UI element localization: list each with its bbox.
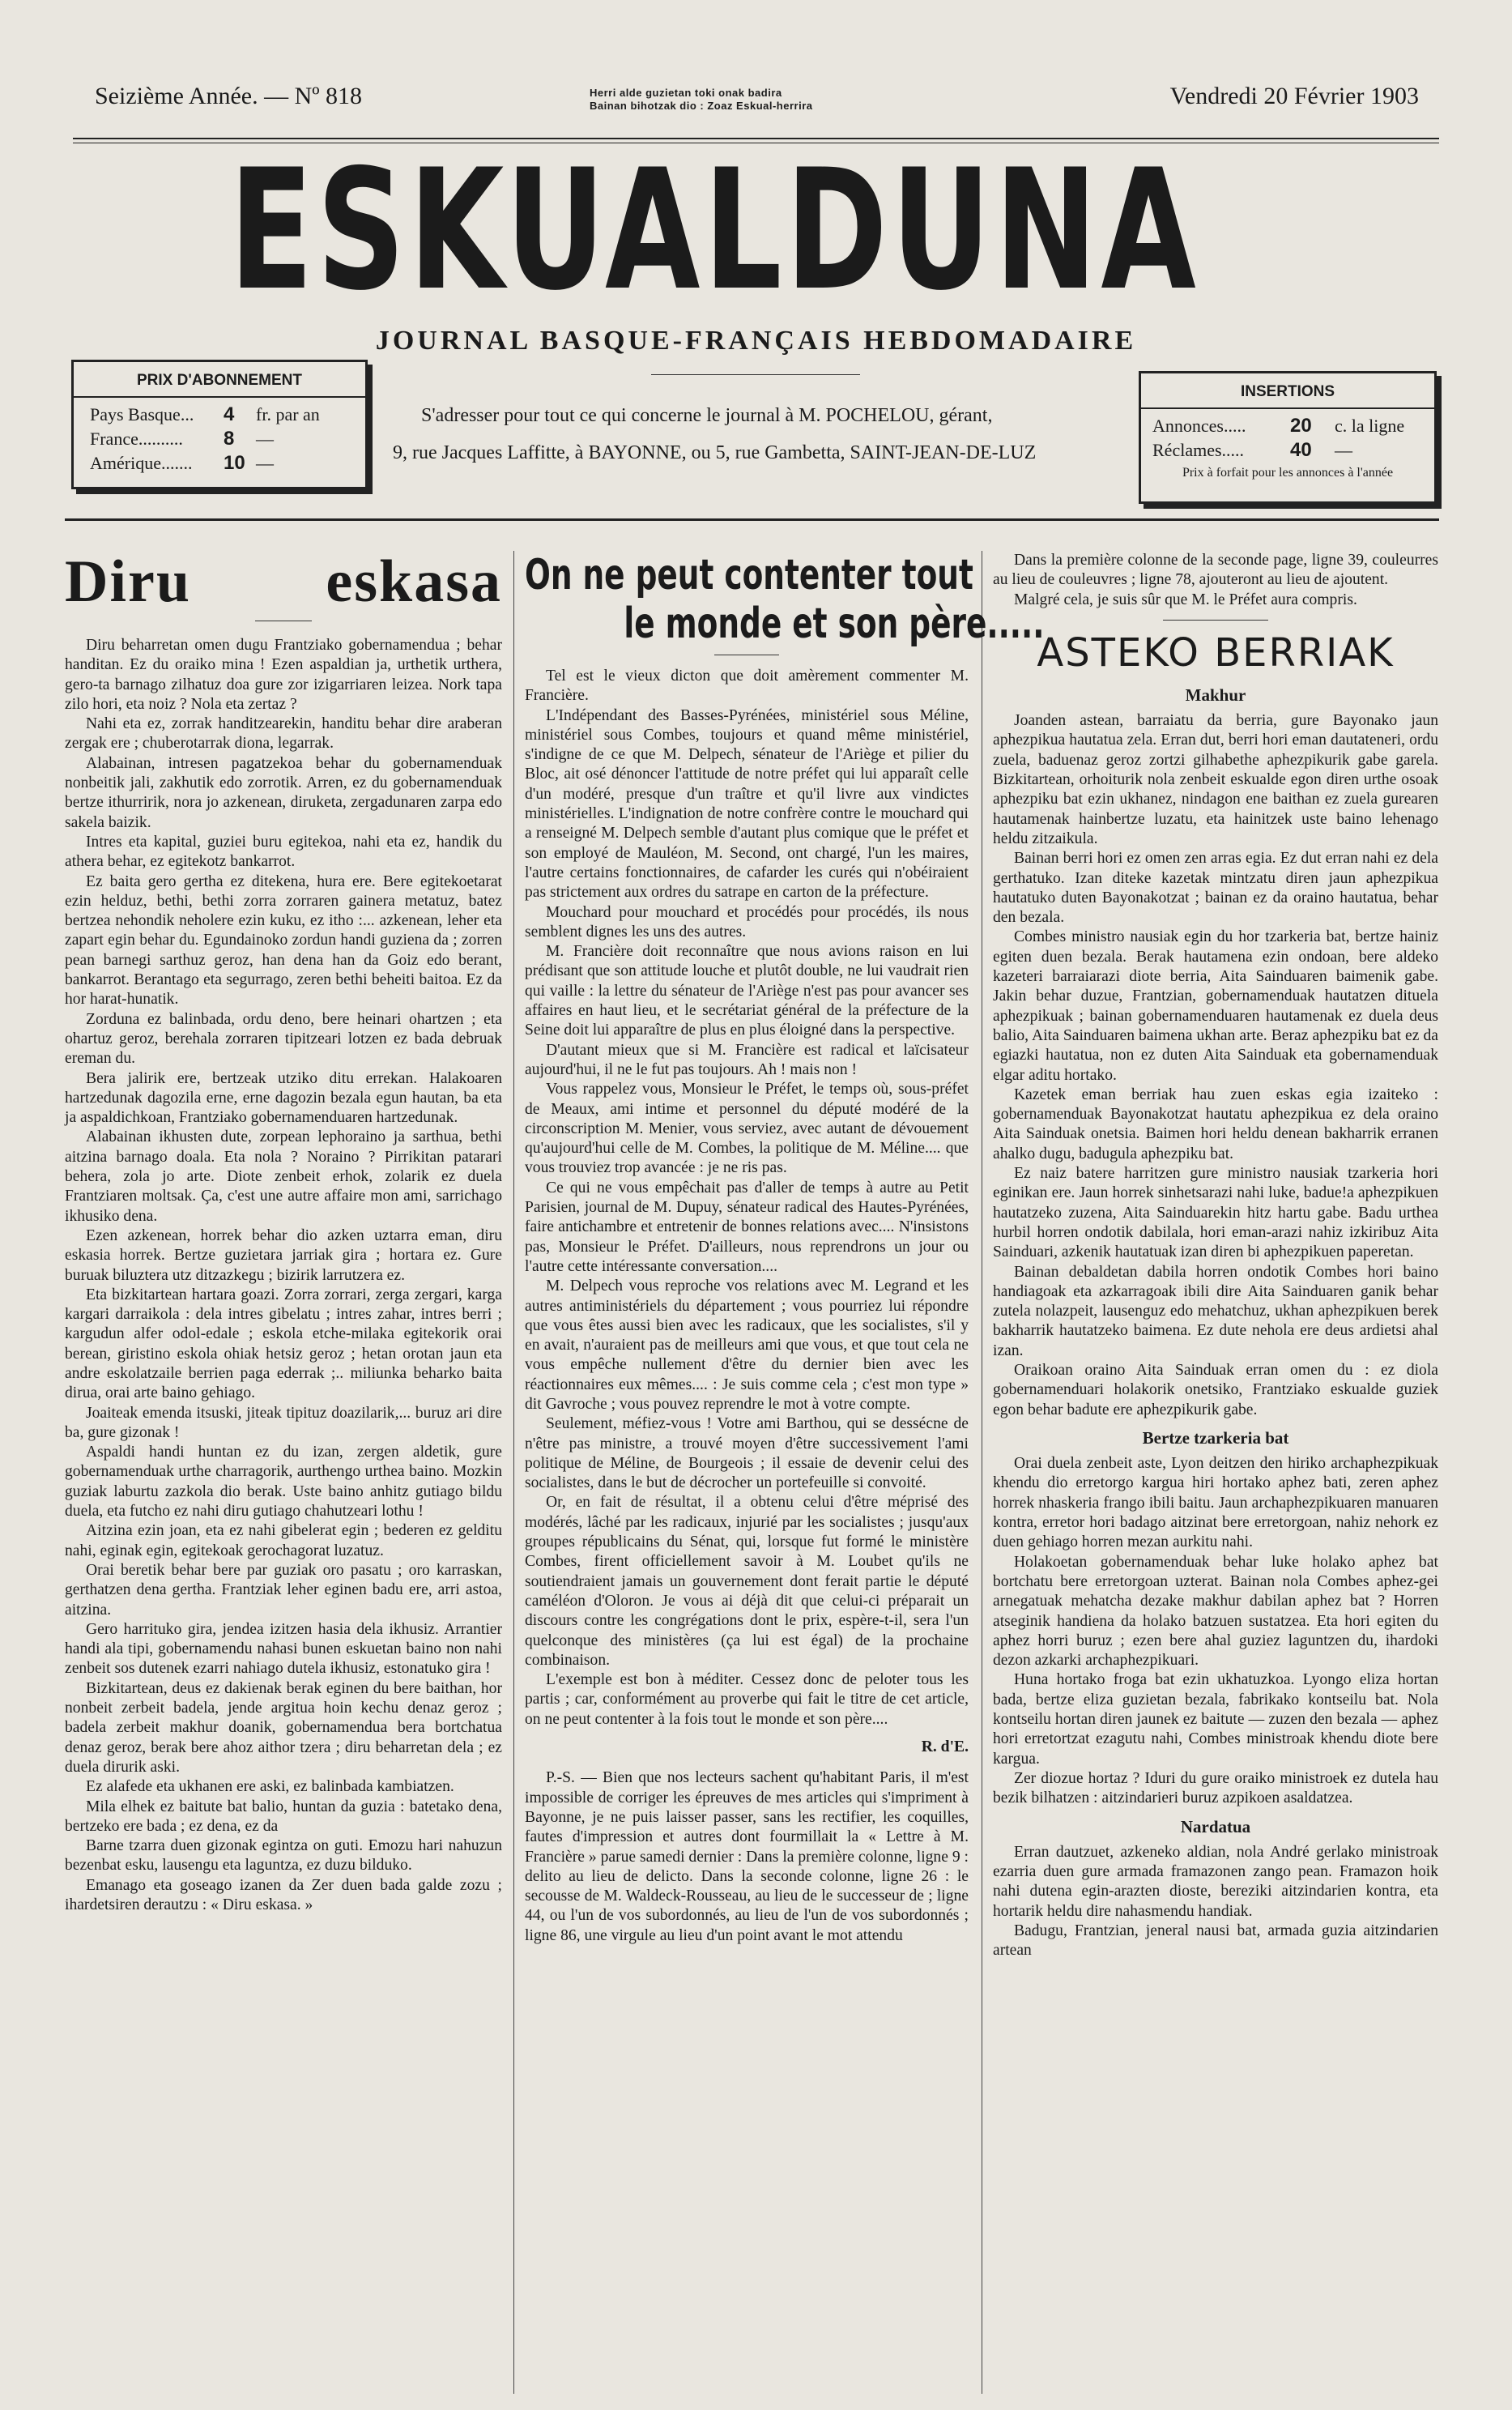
headline-word: Diru [65,548,191,615]
paragraph: Nahi eta ez, zorrak handitzearekin, handitu behar dire araberan zergak ere ; chuberotarrak diona, legarrak. [65,715,502,753]
paragraph: Vous rappelez vous, Monsieur le Préfet, le temps où, sous-préfet de Meaux, ami intime et personnel du député modéré de la circonscription M. Menier, vous serviez, avec autant de dévouement qu'aujourd'hui celle de M. Combes, la politique de M. Méline.... que vous trouviez trop avancée : je ne ris pas. [525,1081,969,1177]
article-on-ne-peut [525,551,1045,1946]
subscription-price: 8 [224,428,235,450]
paragraph: Mila elhek ez baitute bat balio, huntan da guzia : batetako dena, bertzeko ere bada ; ez dena, ez da [65,1798,502,1835]
postscript: P.-S. — Bien que nos lecteurs sachent qu'habitant Paris, il m'est impossible de corriger les épreuves de mes articles qui s'impriment à Bayonne, je ne puis laisser passer, sans les rectifier, les coquilles, fautes d'impression et autres dont fourmillait la « Lettre à M. Francière » parue samedi dernier : Dans la première colonne, ligne 9 : delito au lieu de delicto. Dans la seconde colonne, ligne 26 : le secousse de M. Waldeck-Rousseau, au lieu de le successeur de ; ligne 44, ou l'un de vos subordonnés, au lieu de l'un de vos subordonnés ; ligne 86, une virgule au lieu d'un point avant le mot attendu [525,1769,969,1944]
news-section-title: Bertze tzarkeria bat [1142,1427,1289,1448]
subscription-unit: — [256,453,274,473]
header-divider [65,518,1439,521]
insertions-label: Annonces..... [1152,416,1246,436]
paragraph: Eta bizkitartean hartara goazi. Zorra zorrari, zerga zergari, karga kargari darraikola : dela intres gibelatu ; intres zahar, intres berri ; kargudun alfer odol-edale ; eskola etche-milaka egitekorik orai berean, giristino eskola ohiak hetsiz geroz ; hetan orotan jaun eta andre eskolatzaile berrien paga ederrak ;.. miliunka beharko baita dirua, orai arte baino gehiago. [65,1286,502,1402]
insertions-unit: c. la ligne [1335,416,1405,436]
paragraph: Barne tzarra duen gizonak egintza on guti. Emozu hari nahuzun bezenbat esku, lausengu eta laguntza, ez duzu bilduko. [65,1837,502,1875]
paragraph: Mouchard pour mouchard et procédés pour procédés, ils nous semblent dignes les uns des autres. [525,903,969,941]
insertions-unit: — [1335,440,1352,460]
paragraph: Zorduna ez balinbada, ordu deno, bere heinari ohartzen ; eta ohartuz geroz, berehala zorraren tipitzeari lotzen ez bada debruak ereman du. [65,1010,502,1068]
paragraph: Ezen azkenean, horrek behar dio azken uztarra eman, diru eskasia horrek. Bertze guzietara jarriak gira ; hortara ez. Gure buruak biluztera utz ditzazkegu ; bizirik larrutzera ez. [65,1226,502,1284]
subscription-price: 4 [224,403,235,425]
paragraph: Ez naiz batere harritzen gure ministro nausiak tzarkeria hori eginikan ere. Jaun horrek sinhetsarazi nahi luke, badue!a aphezpikuen hautatzeko zuzena, Aita Sainduarekin hitz hartu gabe. Badu urthea hurbil horren ondotik dabilala, hori eman-arazi nahiz izkiribuz Aita Sainduari, azkenik hautatuak izan diren bi aphezpikuen paperetan. [993,1165,1438,1261]
paragraph: Emanago eta goseago izanen da Zer duen bada galde zozu ; ihardetsiren derautzu : « Diru eskasa. » [65,1876,502,1913]
motto [590,87,813,113]
subscription-row [74,403,365,427]
paragraph: Malgré cela, je suis sûr que M. le Préfet aura compris. [1014,591,1357,608]
subscription-unit: fr. par an [256,404,320,424]
paragraph: M. Delpech vous reproche vos relations avec M. Legrand et les autres antiministériels du département ; vous pourriez lui répondre que vous êtes aussi bien avec les radicaux, que les socialistes, s'il y en avait, n'auraient pas de meilleurs ami que vous, et que tout cela ne vous empêche nullement d'être du dernier bien avec les réactionnaires eux mêmes.... : Je suis comme cela ; c'est mon type » dit Gavroche ; vous pouvez reprendre le mot à votre compte. [525,1278,969,1413]
insertions-price: 20 [1290,415,1312,437]
paragraph: Oraikoan oraino Aita Sainduak erran omen du : ez diola gobernamenduari holakorik onetsiko, Frantziako eskualde guziek egon behar badute ere aphezpikurik gabe. [993,1361,1438,1418]
insertions-title: INSERTIONS [1240,383,1335,400]
paragraph: Gero harrituko gira, jendea izitzen hasia dela ikhusiz. Arrantier handi ala tipi, gobernamendu nahasi bunen eskuetan baino non nahi zenbeit sos dutenek ezarri nahiago dutela ikhusiz, estonatuko gira ! [65,1620,502,1678]
paragraph: Alabainan, intresen pagatzekoa behar du gobernamenduak nonbeitik jali, zakhutik edo zorrotik. Arren, ez du gobernamenduak bertze ithurririk, nora jo azkenean, diruketa, zergadunaren zarpa edo sakela baizik. [65,754,502,831]
paragraph: Huna hortako froga bat ezin ukhatuzkoa. Lyongo eliza hortan bada, bertze eliza guzietan bezala, fabrikako kontseilu bat. Nola kontseilu hortan diren jaunek ez baitute — zuzen den bezala — aphez hori erretortzat ezagutu nahi, Combes ministroak khendu diote bere kargua. [993,1671,1438,1768]
section-divider [1163,620,1268,621]
paragraph: Alabainan ikhusten dute, zorpean lephoraino ja sarthua, bethi aitzina barnago doala. Eta nola ? Noraino ? Pirrikitan patarari behera, zola jo arte. Diote zenbeit erhok, zolarik ez duela Frantziaren moltsak. Ça, c'est une autre affaire mon ami, sarrichago ikhusiko dena. [65,1128,502,1225]
news-sections [993,685,1438,1961]
paragraph: D'autant mieux que si M. Francière est radical et laïcisateur aujourd'hui, il ne le fut pas toujours. Ah ! mais non ! [525,1041,969,1078]
paragraph: Bainan berri hori ez omen zen arras egia. Ez dut erran nahi ez dela gerthatuko. Izan diteke kazetak mintzatu diren jaun aphezpikua hautatuko duten Bayonakotzat ; bainan ez da oraino hautatua, behar den bezala. [993,850,1438,927]
article-body [65,636,502,1915]
paragraph: Aspaldi handi huntan ez du izan, zergen aldetik, gure gobernamenduak urthe charragorik, aurthengo urthea baino. Mozkin guziak laburtu zazkola dio berak. Uste baino anhitz gutiago bildu duela, eta futcho ez nahi diru gutiago chahutzeari lothu ! [65,1444,502,1521]
subscription-label: France.......... [90,429,183,449]
paragraph: Seulement, méfiez-vous ! Votre ami Barthou, qui se dessécne de n'être pas ministre, a trouvé moyen d'être successivement l'ami politique de Méline, de Bourgeois ; il essaie de devenir celui des socialistes, dans le but de décrocher un portefeuille si convoité. [525,1415,969,1492]
paragraph: Orai duela zenbeit aste, Lyon deitzen den hiriko archaphezpikuak khendu dio erretorgo kargua hiri hortako aphez bati, zeren aphez horrek nhaskeria frango ibili baitu. Jaun archaphezpikuaren manuaren kontra, erretor hori badago aitzinat bere erretorgoan, nahiz nehork ez duen gehiago horren mezan aurkitu nahi. [993,1455,1438,1551]
paragraph: Bera jalirik ere, bertzeak utziko ditu errekan. Halakoaren hartzedunak dagozila erne, erne dagozin bezala egun hautan, ba eta ja aspaldichkoan, Frantziako gobernamenduaren hartzedunak. [65,1069,502,1127]
correction-notes [993,551,1438,610]
paragraph: Tel est le vieux dicton que doit amèrement commenter M. Francière. [525,668,969,705]
paragraph: Ce qui ne vous empêchait pas d'aller de temps à autre au Petit Parisien, journal de M. Dupuy, sénateur radical des Hautes-Pyrénées, faire antichambre et entretenir de bonnes relations avec.... N'insistons pas, Monsieur le Préfet. D'ailleurs, nous reprendrons un jour ou l'autre cette intéressante conversation.... [525,1179,969,1275]
paragraph: M. Francière doit reconnaître que nous avions raison en lui prédisant que son attitude louche et plutôt double, ne lui vaudrait rien qui vaille : la lettre du sénateur de l'Ariège n'est pas pour avancer ses affaires en haut lieu, et le secrétariat général de la préfecture de la Seine doit lui apparaître de plus en plus éloigné dans la perspective. [525,943,969,1039]
motto-line-1: Herri alde guzietan toki onak badira [590,87,782,99]
paragraph: Combes ministro nausiak egin du hor tzarkeria bat, bertze hainiz egiten duen bezala. Berak hautamena ezin ondoan, bere aldeko kazeteri barraiarazi diote berria, Aita Sainduaren baimenik gabe. Jakin behar duzue, Frantzian, gobernamenduak hautatzen dituela aphezpikuak ; bainan gobernamenduaren hautamenak ez duela deus balio, Aita Sainduaren baimena ukhan arte. Beraz aphezpiku bat ez da egiazki hautatua, non ez duten Aita Sainduak eta gobernamenduak elgar aditu hortako. [993,928,1438,1084]
subscription-unit: — [256,429,274,449]
paragraph: Erran dautzuet, azkeneko aldian, nola André gerlako ministroak ezarria duen gure armada framazonen zango pean. Framazon hoik nahi dutena egin-arazten dioste, bereziki aitzindarien kontra, eta hortarik heldu dire nahasmendu handiak. [993,1843,1438,1920]
insertions-note: Prix à forfait pour les annonces à l'année [1182,466,1394,480]
insertions-box [1139,371,1437,504]
address-line-1: S'adresser pour tout ce qui concerne le journal à M. POCHELOU, gérant, [421,405,993,426]
subscription-price: 10 [224,452,245,474]
article-headline [65,548,502,616]
issue-date: Vendredi 20 Février 1903 [1169,83,1419,109]
issue-number: Seizième Année. — Nº 818 [95,83,363,109]
paragraph: Ez baita gero gertha ez ditekena, hura ere. Bere egitekoetarat ezin helduz, bethi, bethi zorra zorraren gainera metatuz, batez bertzea nehondik neholere ezin kuku, ez itho :... azkenean, leher eta zapart egin behar du. Egundainoko zordun handi guziena da ; zorren pean barnegi sarthuz geroz, han dena han da Goiz edo berant, bankarrot. Berantago eta segurrago, zeren bethi beheiti baitoa. Ez da hor harat-hunatik. [65,872,502,1009]
article-diru-eskasa [65,548,502,1915]
paragraph: Or, en fait de résultat, il a obtenu celui d'être méprisé des modérés, lâché par les radicaux, injurié par les socialistes ; jusqu'aux groupes républicains du Sénat, qui, lorsque fut formé le ministère Combes, firent officiellement savoir à M. Loubet qu'ils ne soutiendraient jamais un gouvernement dont ferait partie le député caméléon d'Oloron. Je vous ai déjà dit que celui-ci préparait un discours contre les congrégations dont le prix, espère-t-il, sera l'un quelconque des ministères (ça lui est égal) de la prochaine combinaison. [525,1494,969,1669]
headline-line: On ne peut contenter tout [525,551,973,599]
headline-word: eskasa [326,548,502,615]
subscription-label: Pays Basque... [90,404,194,424]
article-body [525,667,969,1730]
paragraph: Joaiteak emenda itsuski, jiteak tipituz doazilarik,... buruz ari dire ba, gure gizonak ! [65,1404,502,1441]
paragraph: L'exemple est bon à méditer. Cessez donc de peloter tous les partis ; car, conformément au proverbe qui fait le titre de cet article, on ne peut contenter à la fois tout le monde et son père.... [525,1671,969,1728]
paragraph: Diru beharretan omen dugu Frantziako gobernamendua ; behar handitan. Ez du oraiko mina ! Ezen aspaldian ja, urthetik urthera, gero-ta barnago zilhatuz doa gure zor izigarriaren leizea. Nork tapa zilo hori, eta noiz ? Nola eta zertaz ? [65,637,502,713]
headline-line: le monde et son père..... [624,599,1045,648]
insertions-label: Réclames..... [1152,440,1245,460]
column-divider [513,551,514,2394]
subscription-row [74,427,365,451]
paragraph: Orai beretik behar bere par guziak oro pasatu ; oro karraskan, gerthatzen dena gertha. Frantziak leher eginen badu ere, arri astoa, aitzina. [65,1561,502,1619]
motto-line-2: Bainan bihotzak dio : Zoaz Eskual-herrira [590,100,813,112]
paragraph: Kazetek eman berriak hau zuen eskas egia izaiteko : gobernamenduak Bayonakotzat hautatu aphezpikua ez dela oraino Aita Sainduak onetsia. Baimen hori heldu denean bakharrik erranen ahalko dugu, badugula aphezpiku bat. [993,1086,1438,1162]
paragraph: Joanden astean, barraiatu da berria, gure Bayonako jaun aphezpikua hautatua zela. Erran dut, berri hori eman dautateneri, ordu zuela, baduenaz geroz zortzi gilhabethe aphezpikurik gabe garela. Bizkitartean, orhoiturik nola zenbeit eskualde egon diren urthe osoak aphezpiku bat ezin ukhanez, nindagon ene baithan ez zuela gurearen hautamenak hainbertze luzatu, eta hainitzek uste baino lehenago heldu zitzaikula. [993,712,1438,847]
paragraph: Bainan debaldetan dabila horren ondotik Combes hori baino handiagoak eta azkarragoak ibili dire Aita Sainduaren ganik behar zutela nolazpeit, lausenguz edo mehatchuz, ukhan aphezpikuen berek bakharrik hautatzeko baimena. Ez dute nehola ere deus ardietsi ahal izan. [993,1263,1438,1359]
subtitle-divider [651,374,860,375]
paragraph: Holakoetan gobernamenduak behar luke holako aphez bat bortchatu bere erretorgoan uzterat. Bainan nola Combes aphez-gei arnegatuak mehatcha dezake makhur dabilan aphez bat ? Horren atseginik handiena da holako batzuen sustatzea. Eta hori egiten du aphez horri buruz ; ezen bere ahal guziez laguntzen du, ihardoki dezon azkarki archaphezpikuari. [993,1553,1438,1670]
subscription-divider [74,396,365,398]
masthead-title: ESKUALDUNA [229,134,1200,327]
subscription-label: Amérique....... [90,453,193,473]
address-line-2: 9, rue Jacques Laffitte, à BAYONNE, ou 5, rue Gambetta, SAINT-JEAN-DE-LUZ [393,442,1037,463]
news-column [993,551,1438,1961]
paragraph: Bizkitartean, deus ez dakienak berak eginen du bere baithan, hor nonbeit zerbeit badela, jende argitua hoin kechu denaz geroz ; badela zerbeit makhur doanik, gobernamendua bera bortchatua denaz geroz, berak bere ahoz aithor tzera ; diru beharretan dela ; ez duela dirurik aski. [65,1679,502,1776]
subscription-box [71,360,368,489]
paragraph: Zer diozue hortaz ? Iduri du gure oraiko ministroek ez dutela hau bezik bilhatzen : aitzindarieri buruz azpikoen asaldatzea. [993,1769,1438,1807]
news-section-title: Nardatua [1180,1816,1251,1836]
paragraph: Aitzina ezin joan, eta ez nahi gibelerat egin ; bederen ez gelditu nahi, eginak egin, egitekoak gerochagorat luzatuz. [65,1522,502,1559]
insertions-divider [1141,407,1434,409]
paragraph: Intres eta kapital, guziei buru egitekoa, nahi eta ez, handik du athera behar, ez egitekotz bankarrot. [65,833,502,871]
article-headline [525,551,1045,648]
subscription-title: PRIX D'ABONNEMENT [136,372,303,389]
paragraph: Dans la première colonne de la seconde page, ligne 39, couleurres au lieu de couleuvres ; ligne 78, ajouteront au lieu de ajoutent. [993,552,1438,589]
paragraph: Ez alafede eta ukhanen ere aski, ez balinbada kambiatzen. [86,1778,454,1796]
paragraph: L'Indépendant des Basses-Pyrénées, ministériel sous Méline, ministériel sous Combes, toujours et quand même ministériel, s'indigne de ce que M. Delpech, sénateur de l'Ariège et pilier du Bloc, ait osé dénoncer l'attitude de notre préfet qui lui apparaît celle d'un modéré, presque d'un traître et qu'il livre aux vindictes ministérielles. L'indignation de notre confrère contre le mouchard qui a renseigné M. Delpech semble d'autant plus comique que le préfet et son employé de Mauléon, M. Second, ont chargé, l'un les maires, l'autre certains fonctionnaires, de cafarder les curés qui n'obéiraient pas strictement aux ordres du satrape en carton de la préfecture. [525,706,969,902]
news-headline: ASTEKO BERRIAK [1037,629,1395,676]
insertions-row [1141,438,1434,463]
insertions-price: 40 [1290,439,1312,461]
article-signature: R. d'E. [921,1738,969,1756]
subscription-row [74,451,365,476]
paragraph: Badugu, Frantzian, jeneral nausi bat, armada guzia aitzindarien artean [993,1922,1438,1960]
news-section-title: Makhur [1185,685,1246,705]
masthead-subtitle: JOURNAL BASQUE-FRANÇAIS HEBDOMADAIRE [375,326,1137,356]
insertions-row [1141,414,1434,438]
